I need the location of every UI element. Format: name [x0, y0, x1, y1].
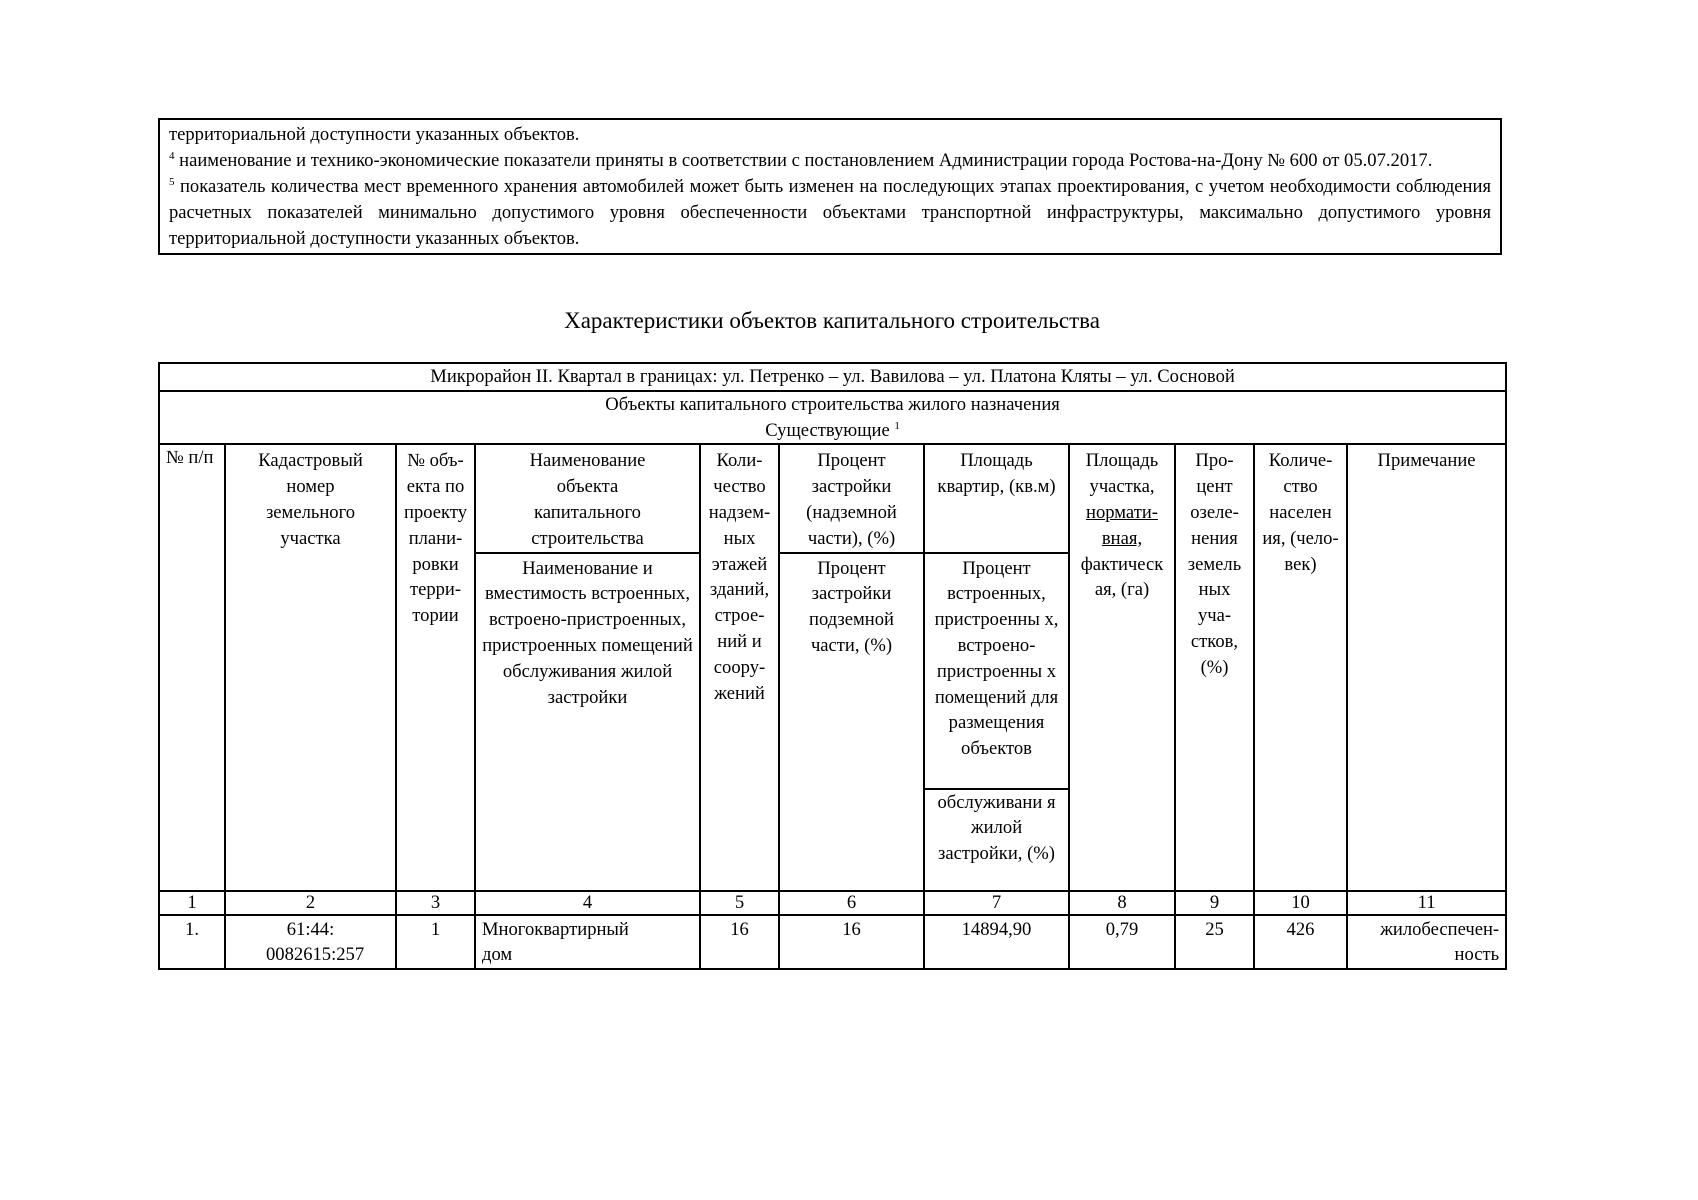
colnum-1: 1: [159, 891, 225, 915]
row-coverage: 16: [779, 915, 924, 970]
colnum-10: 10: [1254, 891, 1347, 915]
footnote-5: [169, 174, 1491, 252]
row-greening: 25: [1175, 915, 1254, 970]
header-number: № п/п: [159, 444, 225, 890]
row-object-no: 1: [396, 915, 475, 970]
category-row: [159, 391, 1506, 445]
colnum-6: 6: [779, 891, 924, 915]
footnotes-box: [158, 118, 1502, 255]
district-row: [159, 363, 1506, 391]
subcategory-mark: 1: [894, 419, 900, 432]
header-floors: Коли-чество надзем-ных этажей зданий, строе-ний и соору-жений: [700, 444, 779, 890]
colnum-9: 9: [1175, 891, 1254, 915]
table-row: [159, 915, 1506, 970]
footnote-5-mark: 5: [169, 176, 175, 188]
section-title: Характеристики объектов капитального строительства: [564, 308, 1100, 333]
header-flat-area: Площадь квартир, (кв.м): [924, 444, 1069, 552]
header-note: Примечание: [1347, 444, 1506, 890]
header-row-1: [159, 444, 1506, 552]
header-cadastral: Кадастровый номер земельного участка: [225, 444, 396, 890]
header-name-bottom: Наименование и вместимость встроенных, встроено-пристроенных, пристроенных помещений обслуживания жилой застройки: [475, 553, 700, 891]
header-plot-area-b: нормати-вная,: [1086, 501, 1158, 549]
header-coverage-bottom: Процент застройки подземной части, (%): [779, 553, 924, 891]
note-continuation: территориальной доступности указанных объектов.: [169, 124, 580, 145]
footnote-4: [169, 148, 1491, 174]
colnum-5: 5: [700, 891, 779, 915]
header-coverage-top: Процент застройки (надземной части), (%): [779, 444, 924, 552]
header-builtin-service: обслуживани я жилой застройки, (%): [924, 789, 1069, 891]
row-flat-area: 14894,90: [924, 915, 1069, 970]
header-plot-area-c: фактическ ая, (га): [1080, 553, 1164, 601]
header-object-no: № объ-екта по проекту плани-ровки терри-тории: [396, 444, 475, 890]
category-label: Объекты капитального строительства жилого назначения: [605, 393, 1060, 415]
footnote-5-text: показатель количества мест временного хранения автомобилей может быть изменен на последующих этапах проектирования, с учетом необходимости соблюдения расчетных показателей минимально допустимого уровня обеспеченности объектами транспортной инфраструктуры, максимально допустимого уровня территориальной доступности указанных объектов.: [169, 176, 1491, 249]
subcategory-label: Существующие: [765, 419, 890, 441]
header-plot-area: [1069, 444, 1175, 890]
row-floors: 16: [700, 915, 779, 970]
column-numbers-row: [159, 891, 1506, 915]
category-cell: [159, 391, 1506, 445]
row-name: Многоквартирный дом: [475, 915, 700, 970]
header-builtin-percent: Процент встроенных, пристроенны х, встроено-пристроенны х помещений для размещения объектов: [924, 553, 1069, 789]
colnum-7: 7: [924, 891, 1069, 915]
footnote-4-mark: 4: [169, 150, 175, 162]
buildings-table: [158, 362, 1507, 970]
colnum-2: 2: [225, 891, 396, 915]
footnote-4-text: наименование и технико-экономические показатели приняты в соответствии с постановлением Администрации города Ростова-на-Дону № 600 от 05.07.2017.: [174, 150, 1433, 171]
row-note: жилобеспечен-ность: [1347, 915, 1506, 970]
subcategory-line: [160, 418, 1505, 444]
row-plot-area: 0,79: [1069, 915, 1175, 970]
colnum-3: 3: [396, 891, 475, 915]
colnum-8: 8: [1069, 891, 1175, 915]
colnum-11: 11: [1347, 891, 1506, 915]
colnum-4: 4: [475, 891, 700, 915]
header-greening: Про-цент озеле-нения земель ных уча-стков, (%): [1175, 444, 1254, 890]
row-number: 1.: [159, 915, 225, 970]
header-plot-area-a: Площадь участка,: [1085, 450, 1159, 498]
row-population: 426: [1254, 915, 1347, 970]
row-cadastral: 61:44: 0082615:257: [225, 915, 396, 970]
header-name-top: Наименование объекта капитального строительства: [475, 444, 700, 552]
district-cell: Микрорайон II. Квартал в границах: ул. Петренко – ул. Вавилова – ул. Платона Кляты – ул. Сосновой: [159, 363, 1506, 391]
header-population: Количе-ство населен ия, (чело-век): [1254, 444, 1347, 890]
